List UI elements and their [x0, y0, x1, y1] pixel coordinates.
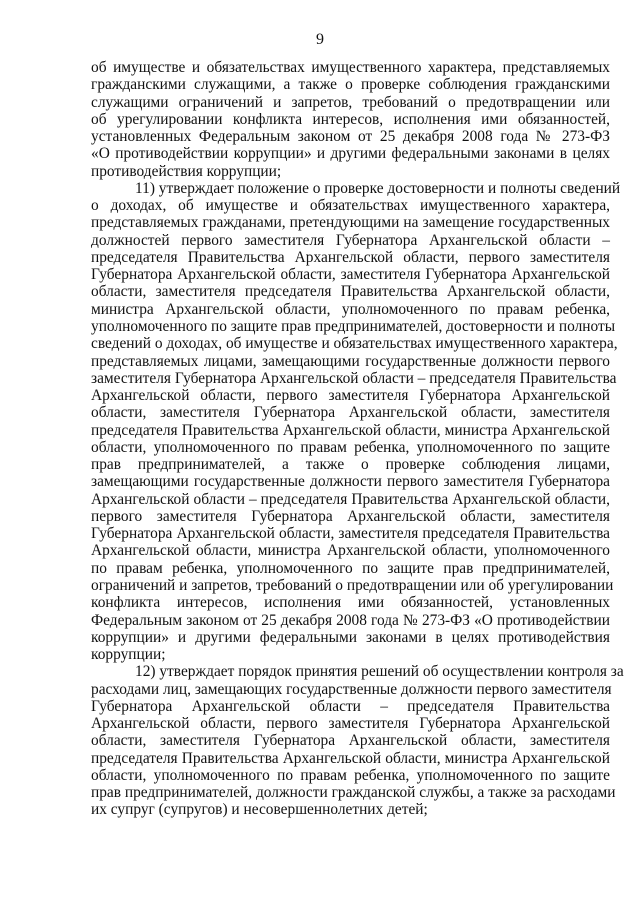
text-line: представляемых гражданами, претендующими на замещение государственных [91, 214, 610, 232]
text-line: 11) утверждает положение о проверке достоверности и полноты сведений [135, 179, 621, 197]
text-line: должностей первого заместителя Губернатора Архангельской области – [91, 231, 610, 249]
paragraph [91, 179, 621, 664]
text-line: заместителя Губернатора Архангельской области – председателя Правительства [91, 369, 617, 387]
text-line: о доходах, об имуществе и обязательствах имущественного характера, [91, 197, 610, 215]
text-line: установленных Федеральным законом от 25 декабря 2008 года № 273-ФЗ [91, 128, 610, 146]
text-line: замещающими государственные должности первого заместителя Губернатора [91, 473, 610, 491]
text-line: «О противодействии коррупции» и другими федеральными законами в целях [91, 145, 610, 163]
text-line: председателя Правительства Архангельской области, первого заместителя [91, 248, 610, 266]
text-line: области, заместителя Губернатора Архангельской области, заместителя [91, 404, 610, 422]
text-line: области, заместителя Губернатора Архангельской области, заместителя [91, 732, 610, 750]
text-line: Губернатора Архангельской области, заместителя председателя Правительства [91, 525, 610, 543]
text-line: по правам ребенка, уполномоченного по защите прав предпринимателей, [91, 559, 610, 577]
text-line: Губернатора Архангельской области, заместителя Губернатора Архангельской [91, 266, 610, 284]
text-line: сведений о доходах, об имуществе и обязательствах имущественного характера, [91, 335, 618, 353]
text-line: первого заместителя Губернатора Архангельской области, заместителя [91, 507, 610, 525]
text-line: коррупции; [91, 646, 166, 664]
text-line: представляемых лицами, замещающими государственные должности первого [91, 352, 610, 370]
text-line: конфликта интересов, исполнения ими обязанностей, установленных [91, 594, 610, 612]
paragraph [91, 59, 610, 180]
text-line: области, уполномоченного по правам ребенка, уполномоченного по защите [91, 438, 610, 456]
text-line: прав предпринимателей, должности гражданской службы, а также за расходами [91, 784, 616, 802]
text-line: Архангельской области, первого заместителя Губернатора Архангельской [91, 387, 610, 405]
text-line: Федеральным законом от 25 декабря 2008 года № 273-ФЗ «О противодействии [91, 611, 610, 629]
text-line: прав предпринимателей, а также о проверке соблюдения лицами, [91, 456, 610, 474]
page-number: 9 [316, 31, 324, 48]
text-line: области, уполномоченного по правам ребенка, уполномоченного по защите [91, 766, 610, 784]
text-line: министра Архангельской области, уполномоченного по правам ребенка, [91, 300, 610, 318]
text-line: гражданскими служащими, а также о проверке соблюдения гражданскими [91, 76, 610, 94]
text-line: Губернатора Архангельской области – председателя Правительства [91, 697, 610, 715]
text-line: их супруг (супругов) и несовершеннолетних детей; [91, 801, 428, 819]
text-line: Архангельской области, министра Архангельской области, уполномоченного [91, 542, 610, 560]
text-line: Архангельской области – председателя Правительства Архангельской области, [91, 490, 610, 508]
text-line: расходами лиц, замещающих государственные должности первого заместителя [91, 680, 612, 698]
text-line: 12) утверждает порядок принятия решений об осуществлении контроля за [135, 663, 624, 681]
text-line: уполномоченного по защите прав предпринимателей, достоверности и полноты [91, 317, 616, 335]
document-body [91, 59, 624, 819]
text-line: Архангельской области, первого заместителя Губернатора Архангельской [91, 715, 610, 733]
text-line: председателя Правительства Архангельской области, министра Архангельской [91, 421, 610, 439]
text-line: служащими ограничений и запретов, требований о предотвращении или [91, 93, 610, 111]
text-line: области, заместителя председателя Правительства Архангельской области, [91, 283, 610, 301]
text-line: коррупции» и другими федеральными законами в целях противодействия [91, 628, 610, 646]
text-line: противодействия коррупции; [91, 162, 282, 180]
text-line: об урегулировании конфликта интересов, исполнения ими обязанностей, [91, 110, 610, 128]
text-line: об имуществе и обязательствах имущественного характера, представляемых [91, 59, 610, 76]
text-line: председателя Правительства Архангельской области, министра Архангельской [91, 749, 610, 767]
paragraph [91, 663, 624, 819]
text-line: ограничений и запретов, требований о предотвращении или об урегулировании [91, 576, 614, 594]
